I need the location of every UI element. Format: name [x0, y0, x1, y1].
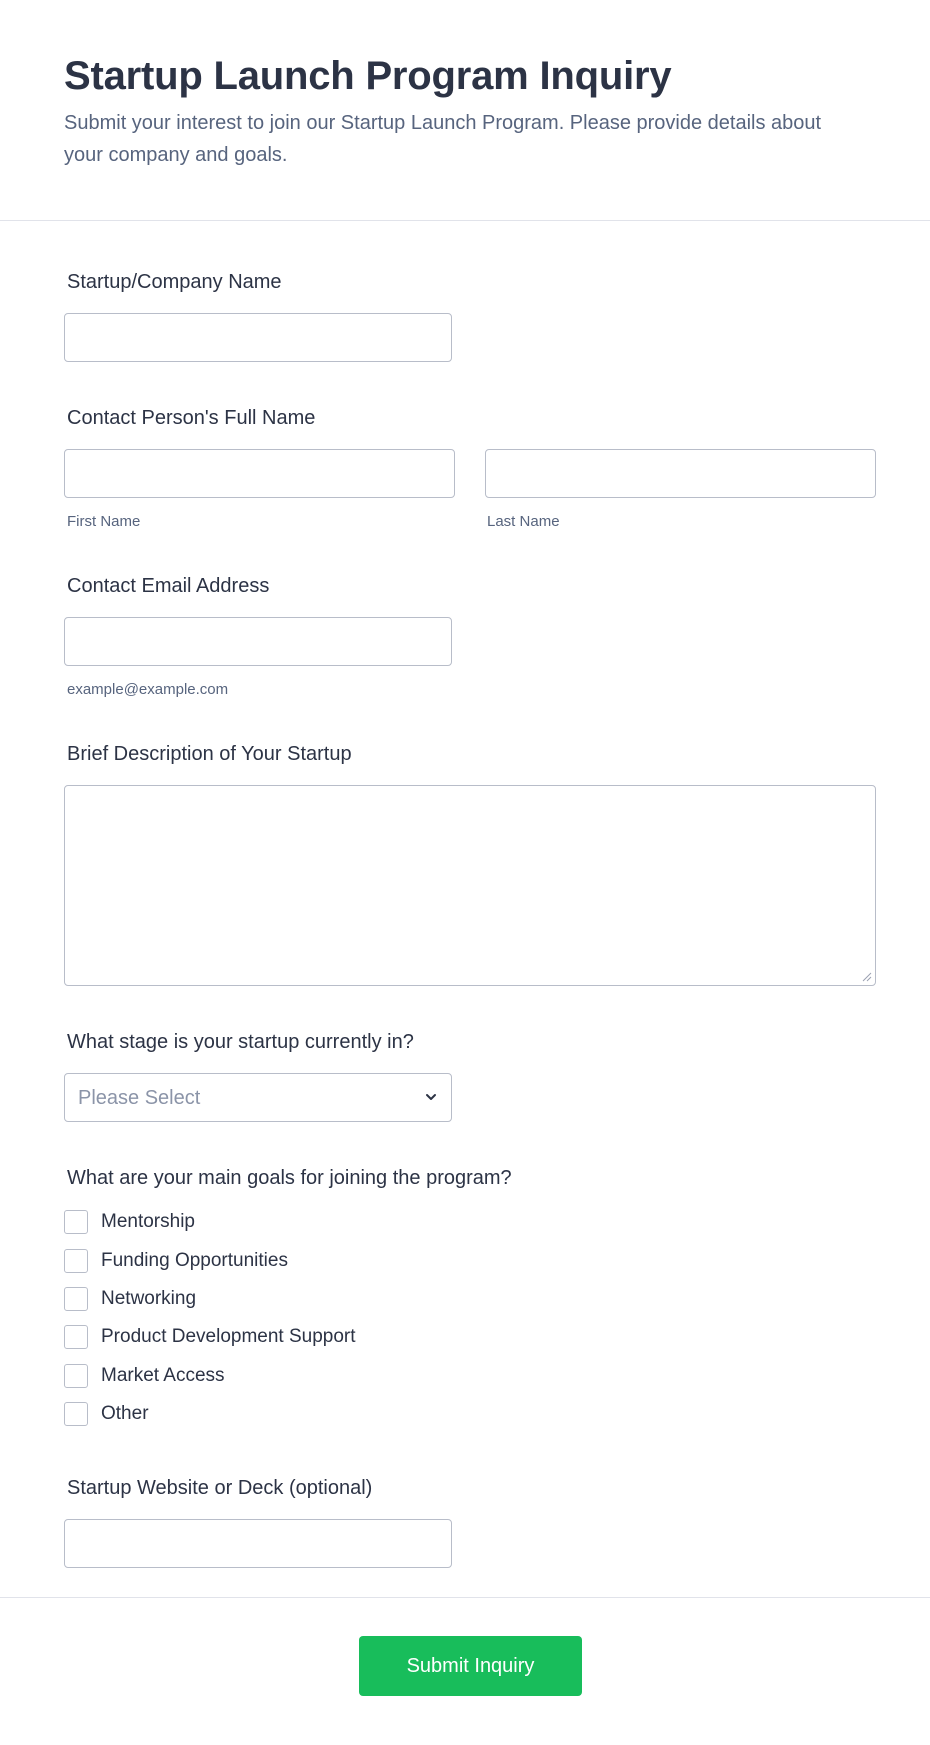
resize-grip-icon[interactable]: [860, 970, 872, 982]
company-name-label: Startup/Company Name: [67, 271, 282, 293]
first-name-input[interactable]: [64, 449, 455, 498]
checkbox-label: Other: [101, 1403, 149, 1424]
last-name-input[interactable]: [485, 449, 876, 498]
form-header: [0, 0, 930, 221]
goals-label: What are your main goals for joining the program?: [67, 1167, 512, 1189]
checkbox-label: Mentorship: [101, 1211, 195, 1232]
company-name-input[interactable]: [64, 313, 452, 362]
website-label: Startup Website or Deck (optional): [67, 1477, 373, 1499]
page-title: Startup Launch Program Inquiry: [64, 54, 672, 98]
checkbox[interactable]: [64, 1287, 88, 1311]
chevron-down-icon: [423, 1089, 439, 1105]
description-textarea[interactable]: [64, 785, 876, 986]
checkbox[interactable]: [64, 1325, 88, 1349]
first-name-sublabel: First Name: [67, 513, 141, 530]
checkbox[interactable]: [64, 1210, 88, 1234]
checkbox-label: Funding Opportunities: [101, 1250, 288, 1271]
page-description: Submit your interest to join our Startup Launch Program. Please provide details about your company and goals.: [64, 112, 822, 166]
description-label: Brief Description of Your Startup: [67, 743, 352, 765]
stage-select[interactable]: [64, 1073, 452, 1122]
checkbox-label: Market Access: [101, 1365, 225, 1386]
last-name-sublabel: Last Name: [487, 513, 560, 530]
checkbox-label: Product Development Support: [101, 1326, 356, 1347]
submit-button[interactable]: Submit Inquiry: [359, 1636, 582, 1696]
email-input[interactable]: [64, 617, 452, 666]
checkbox-label: Networking: [101, 1288, 197, 1309]
contact-name-label: Contact Person's Full Name: [67, 407, 316, 429]
checkbox[interactable]: [64, 1364, 88, 1388]
email-sublabel: example@example.com: [67, 681, 229, 698]
website-input[interactable]: [64, 1519, 452, 1568]
form-footer: [0, 1597, 930, 1745]
email-label: Contact Email Address: [67, 575, 270, 597]
checkbox[interactable]: [64, 1249, 88, 1273]
stage-label: What stage is your startup currently in?: [67, 1031, 414, 1053]
stage-select-placeholder: Please Select: [78, 1087, 201, 1109]
checkbox[interactable]: [64, 1402, 88, 1426]
